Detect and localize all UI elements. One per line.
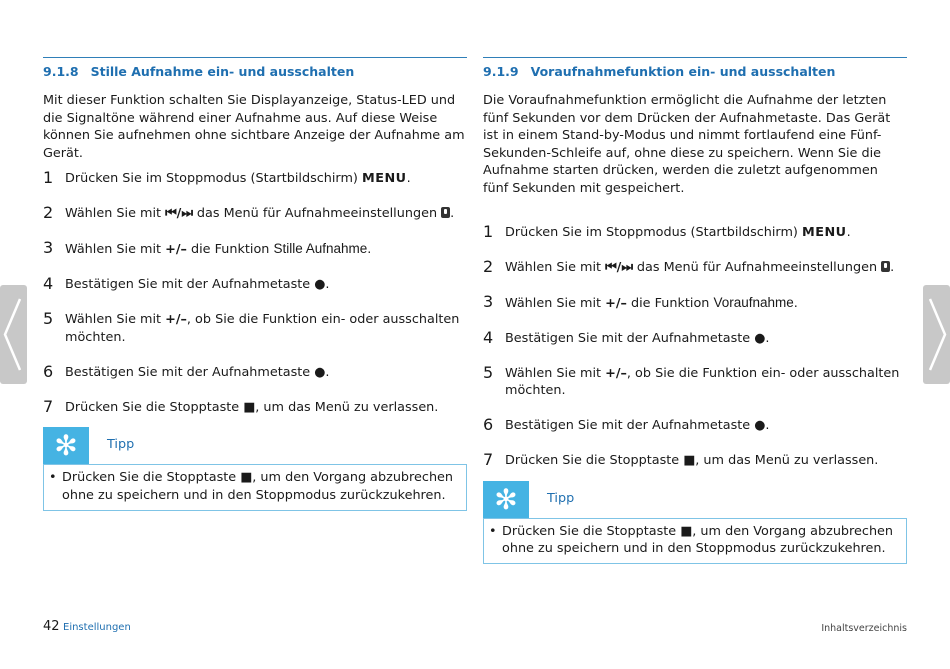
microphone-settings-icon [881,261,890,272]
table-of-contents-link[interactable]: Inhaltsverzeichnis [821,623,907,634]
tip-header [43,427,467,464]
bullet: • [49,470,57,486]
section-number: 9.1.8 [43,64,79,79]
step-4: 4 Bestätigen Sie mit der Aufnahmetaste ●. [483,327,770,347]
plus-minus-keys: +/– [605,365,627,381]
tip-header [483,481,907,518]
footer-section-link[interactable]: Einstellungen [63,622,131,633]
step-3: 3 Wählen Sie mit +/– die Funktion Voraufnahme. [483,291,798,311]
previous-page-button[interactable] [0,285,27,384]
next-page-button[interactable] [923,285,950,384]
tip-label: Tipp [547,490,575,506]
section-title: Stille Aufnahme ein- und ausschalten [90,64,355,79]
tip-box [483,518,907,564]
step-list [483,221,907,470]
plus-minus-keys: +/– [605,295,627,311]
section-number: 9.1.9 [483,64,519,79]
asterisk-tip-icon: ✻ [43,427,89,464]
step-7: 7 Drücken Sie die Stopptaste ■, um das Menü zu verlassen. [43,396,439,416]
step-1: 1 Drücken Sie im Stoppmodus (Startbildschirm) MENU. [483,221,851,241]
plus-minus-keys: +/– [165,242,187,258]
step-2: 2 Wählen Sie mit ⏮/⏭ das Menü für Aufnahmeeinstellungen . [43,203,455,223]
step-list [43,170,467,416]
asterisk-tip-icon: ✻ [483,481,529,518]
bullet: • [489,523,497,539]
function-name: Stille Aufnahme [273,241,368,257]
section-title: Voraufnahmefunktion ein- und ausschalten [530,64,836,79]
section-rule [483,57,907,58]
section-heading [483,64,907,80]
page-number: 42 [43,619,60,634]
function-name: Voraufnahme [713,294,794,310]
tip-text: Drücken Sie die Stopptaste ■, um den Vorgang abzubrechen ohne zu speichern und in den Stoppmodus zurückzukehren. [62,470,454,504]
tip-label: Tipp [107,437,135,453]
previous-page-icon [0,285,27,384]
right-column [483,57,907,564]
section-rule [43,57,467,58]
menu-key: MENU [362,171,407,187]
tip-text: Drücken Sie die Stopptaste ■, um den Vorgang abzubrechen ohne zu speichern und in den Stoppmodus zurückzukehren. [502,523,894,557]
left-column [43,57,467,511]
section-intro: Mit dieser Funktion schalten Sie Displayanzeige, Status-LED und die Signaltöne während einer Aufnahme aus. Auf diese Weise können Sie aufnehmen ohne sichtbare Anzeige der Aufnahme am Gerät. [43,93,465,161]
next-page-icon [923,285,950,384]
step-1: 1 Drücken Sie im Stoppmodus (Startbildschirm) MENU. [43,168,411,188]
skip-keys: ⏮/⏭ [605,259,633,275]
tip-box [43,464,467,510]
skip-keys: ⏮/⏭ [165,206,193,222]
step-5: 5 Wählen Sie mit +/–, ob Sie die Funktion ein- oder ausschalten möchten. [483,362,900,399]
step-6: 6 Bestätigen Sie mit der Aufnahmetaste ●. [483,415,770,435]
microphone-settings-icon [441,207,450,218]
step-2: 2 Wählen Sie mit ⏮/⏭ das Menü für Aufnahmeeinstellungen . [483,256,895,276]
menu-key: MENU [802,224,847,240]
step-5: 5 Wählen Sie mit +/–, ob Sie die Funktion ein- oder ausschalten möchten. [43,309,460,345]
section-heading [43,64,467,80]
step-7: 7 Drücken Sie die Stopptaste ■, um das Menü zu verlassen. [483,450,879,470]
section-intro: Die Voraufnahmefunktion ermöglicht die Aufnahme der letzten fünf Sekunden vor dem Drücken der Aufnahmetaste. Das Gerät ist in einem Stand-by-Modus und nimmt fortlaufend eine Fünf-Sekunden-Schleife auf, ohne diese zu speichern. Wenn Sie die Aufnahme starten drücken, werden die zuletzt aufgenommen fünf Sekunden mit gespeichert. [483,93,891,196]
step-4: 4 Bestätigen Sie mit der Aufnahmetaste ●. [43,274,330,294]
step-6: 6 Bestätigen Sie mit der Aufnahmetaste ●. [43,361,330,381]
plus-minus-keys: +/– [165,312,187,328]
step-3: 3 Wählen Sie mit +/– die Funktion Stille Aufnahme. [43,238,372,258]
